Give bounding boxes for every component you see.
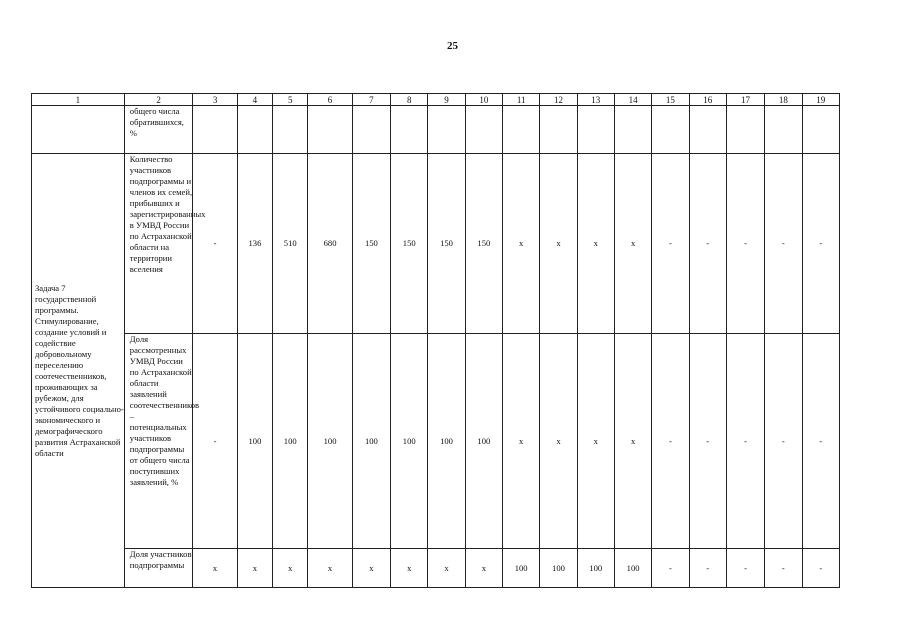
value-cell: х <box>614 334 651 549</box>
value-cell: - <box>689 549 726 588</box>
value-cell: - <box>726 549 764 588</box>
value-cell: - <box>726 154 764 334</box>
value-cell: х <box>391 549 428 588</box>
header-cell: 19 <box>802 94 839 106</box>
value-cell: 100 <box>465 334 502 549</box>
value-cell <box>465 106 502 154</box>
value-cell: - <box>652 334 689 549</box>
value-cell: х <box>540 154 577 334</box>
value-cell <box>726 106 764 154</box>
indicator-cell: общего числа обратившихся, % <box>124 106 193 154</box>
value-cell: х <box>465 549 502 588</box>
value-cell: х <box>577 154 614 334</box>
value-cell: х <box>193 549 237 588</box>
value-cell: 100 <box>614 549 651 588</box>
value-cell: 100 <box>273 334 308 549</box>
header-cell: 2 <box>124 94 193 106</box>
value-cell <box>237 106 272 154</box>
table-row <box>32 154 840 334</box>
value-cell: - <box>802 154 839 334</box>
header-cell: 9 <box>428 94 465 106</box>
value-cell: х <box>503 154 540 334</box>
value-cell: х <box>503 334 540 549</box>
value-cell: - <box>765 334 802 549</box>
header-cell: 13 <box>577 94 614 106</box>
value-cell: х <box>273 549 308 588</box>
value-cell: - <box>193 334 237 549</box>
value-cell <box>652 106 689 154</box>
value-cell <box>273 106 308 154</box>
header-cell: 3 <box>193 94 237 106</box>
header-row <box>32 94 840 106</box>
value-cell: х <box>237 549 272 588</box>
indicator-cell: Доля участников подпрограммы <box>124 549 193 588</box>
value-cell: 136 <box>237 154 272 334</box>
value-cell: х <box>428 549 465 588</box>
value-cell: 100 <box>540 549 577 588</box>
header-cell: 5 <box>273 94 308 106</box>
value-cell: 100 <box>503 549 540 588</box>
task-cell: Задача 7 государственной программы. Стимулирование, создание условий и содействие добровольному переселению соотечественников, проживающих за рубежом, для устойчивого социально-экономического и демографического развития Астраханской области <box>32 154 125 588</box>
header-cell: 1 <box>32 94 125 106</box>
value-cell: х <box>308 549 352 588</box>
header-cell: 16 <box>689 94 726 106</box>
value-cell <box>391 106 428 154</box>
indicator-cell: Доля рассмотренных УМВД России по Астраханской области заявлений соотечественников – потенциальных участников подпрограммы от общего числа поступивших заявлений, % <box>124 334 193 549</box>
value-cell: 100 <box>577 549 614 588</box>
value-cell <box>689 106 726 154</box>
header-cell: 8 <box>391 94 428 106</box>
value-cell: 510 <box>273 154 308 334</box>
value-cell: - <box>652 154 689 334</box>
value-cell: 150 <box>428 154 465 334</box>
value-cell: х <box>577 334 614 549</box>
task-cell-empty <box>32 106 125 154</box>
value-cell <box>614 106 651 154</box>
value-cell: 100 <box>352 334 390 549</box>
value-cell: - <box>689 334 726 549</box>
page-number: 25 <box>447 40 458 52</box>
header-cell: 10 <box>465 94 502 106</box>
value-cell: 150 <box>465 154 502 334</box>
value-cell <box>540 106 577 154</box>
value-cell: 680 <box>308 154 352 334</box>
header-cell: 4 <box>237 94 272 106</box>
value-cell: - <box>802 549 839 588</box>
value-cell: 100 <box>308 334 352 549</box>
value-cell <box>577 106 614 154</box>
value-cell: - <box>765 549 802 588</box>
value-cell: - <box>689 154 726 334</box>
header-cell: 7 <box>352 94 390 106</box>
value-cell: 150 <box>352 154 390 334</box>
table-row <box>32 549 840 588</box>
indicator-cell: Количество участников подпрограммы и членов их семей, прибывших и зарегистрированных в УМВД России по Астраханской области на территории вселения <box>124 154 193 334</box>
value-cell: - <box>193 154 237 334</box>
header-cell: 15 <box>652 94 689 106</box>
header-cell: 18 <box>765 94 802 106</box>
value-cell: 150 <box>391 154 428 334</box>
value-cell: 100 <box>428 334 465 549</box>
value-cell <box>503 106 540 154</box>
table-row <box>32 106 840 154</box>
value-cell <box>428 106 465 154</box>
header-cell: 12 <box>540 94 577 106</box>
value-cell: 100 <box>391 334 428 549</box>
header-cell: 17 <box>726 94 764 106</box>
value-cell <box>802 106 839 154</box>
value-cell: х <box>614 154 651 334</box>
value-cell: х <box>540 334 577 549</box>
value-cell: - <box>652 549 689 588</box>
value-cell: х <box>352 549 390 588</box>
table-row <box>32 334 840 549</box>
value-cell <box>308 106 352 154</box>
value-cell <box>352 106 390 154</box>
header-cell: 6 <box>308 94 352 106</box>
value-cell <box>193 106 237 154</box>
value-cell: - <box>726 334 764 549</box>
value-cell <box>765 106 802 154</box>
value-cell: 100 <box>237 334 272 549</box>
value-cell: - <box>765 154 802 334</box>
header-cell: 11 <box>503 94 540 106</box>
value-cell: - <box>802 334 839 549</box>
indicator-table <box>31 93 840 588</box>
header-cell: 14 <box>614 94 651 106</box>
